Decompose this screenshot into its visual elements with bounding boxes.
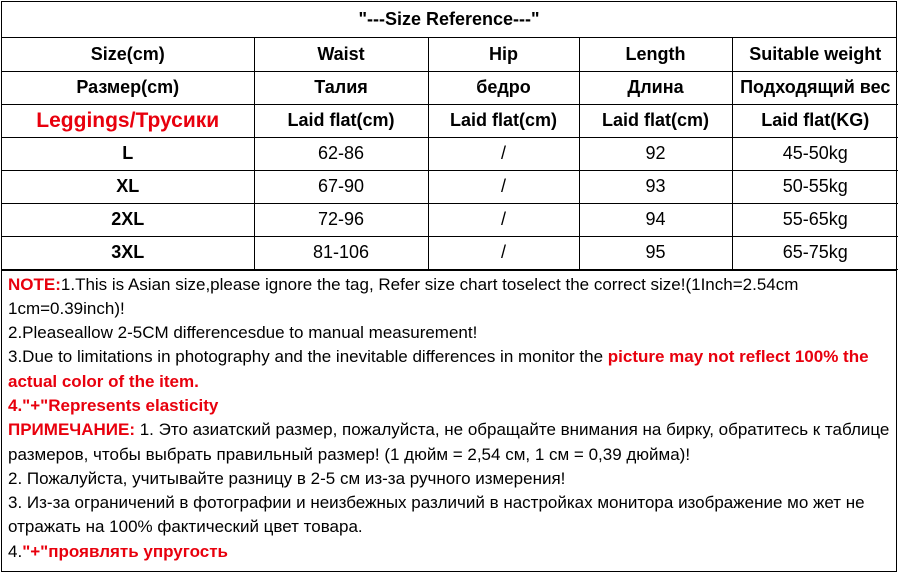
table-row xyxy=(2,203,898,236)
hip-cell: / xyxy=(428,170,579,203)
unit-waist: Laid flat(cm) xyxy=(254,104,428,137)
note-ru-1-text: 1. Это азиатский размер, пожалуйста, не обращайте внимания на бирку, обратитесь к таблице размеров, чтобы выбрать правильный размер! (1 дюйм = 2,54 см, 1 см = 0,39 дюйма)! xyxy=(8,420,890,464)
header-row-ru xyxy=(2,71,898,104)
weight-cell: 45-50kg xyxy=(732,137,898,170)
header-size: Size(cm) xyxy=(2,38,254,71)
hip-cell: / xyxy=(428,203,579,236)
header-weight: Suitable weight xyxy=(732,38,898,71)
length-cell: 94 xyxy=(579,203,732,236)
waist-cell: 67-90 xyxy=(254,170,428,203)
header-waist: Waist xyxy=(254,38,428,71)
header-hip-ru: бедро xyxy=(428,71,579,104)
note-ru-1 xyxy=(8,418,890,467)
note-4: 4."+"Represents elasticity xyxy=(8,395,219,415)
note-3-highlight: picture may not reflect 100% the actual color of the item. xyxy=(8,347,869,391)
hip-cell: / xyxy=(428,236,579,269)
header-size-ru: Размер(cm) xyxy=(2,71,254,104)
unit-row xyxy=(2,104,898,137)
weight-cell: 65-75kg xyxy=(732,236,898,269)
size-table xyxy=(2,38,898,270)
note-ru-3: 3. Из-за ограничений в фотографии и неизбежных различий в настройках монитора изображение мо жет не отражать на 100% фактический цвет товара. xyxy=(8,493,865,537)
product-type-label: Leggings/Трусики xyxy=(2,104,254,137)
size-cell: 2XL xyxy=(2,203,254,236)
header-weight-ru: Подходящий вес xyxy=(732,71,898,104)
notes-section xyxy=(2,270,896,565)
header-length: Length xyxy=(579,38,732,71)
size-reference-sheet xyxy=(1,1,897,572)
waist-cell: 72-96 xyxy=(254,203,428,236)
size-cell: L xyxy=(2,137,254,170)
note-1-text: 1.This is Asian size,please ignore the tag, Refer size chart toselect the correct size!(1Inch=2.54cm 1cm=0.39inch)! xyxy=(8,274,799,318)
note-ru-4-highlight: "+"проявлять упругость xyxy=(22,541,228,561)
header-length-ru: Длина xyxy=(579,71,732,104)
note-ru-4 xyxy=(8,540,890,564)
page-title: "---Size Reference---" xyxy=(2,2,896,38)
waist-cell: 62-86 xyxy=(254,137,428,170)
note-1 xyxy=(8,273,890,322)
unit-length: Laid flat(cm) xyxy=(579,104,732,137)
note-label: NOTE: xyxy=(8,274,61,294)
note-3 xyxy=(8,345,890,394)
header-waist-ru: Талия xyxy=(254,71,428,104)
table-row xyxy=(2,170,898,203)
note-3-text: 3.Due to limitations in photography and the inevitable differences in monitor the xyxy=(8,347,608,367)
table-row xyxy=(2,137,898,170)
header-row-en xyxy=(2,38,898,71)
unit-hip: Laid flat(cm) xyxy=(428,104,579,137)
waist-cell: 81-106 xyxy=(254,236,428,269)
length-cell: 92 xyxy=(579,137,732,170)
hip-cell: / xyxy=(428,137,579,170)
note-ru-2: 2. Пожалуйста, учитывайте разницу в 2-5 см из-за ручного измерения! xyxy=(8,468,566,488)
note-ru-4-prefix: 4. xyxy=(8,541,23,561)
size-cell: 3XL xyxy=(2,236,254,269)
weight-cell: 55-65kg xyxy=(732,203,898,236)
header-hip: Hip xyxy=(428,38,579,71)
size-cell: XL xyxy=(2,170,254,203)
note-ru-label: ПРИМЕЧАНИЕ: xyxy=(8,420,135,440)
table-row xyxy=(2,236,898,269)
unit-weight: Laid flat(KG) xyxy=(732,104,898,137)
length-cell: 95 xyxy=(579,236,732,269)
note-2: 2.Pleaseallow 2-5CM differencesdue to manual measurement! xyxy=(8,323,478,343)
weight-cell: 50-55kg xyxy=(732,170,898,203)
length-cell: 93 xyxy=(579,170,732,203)
